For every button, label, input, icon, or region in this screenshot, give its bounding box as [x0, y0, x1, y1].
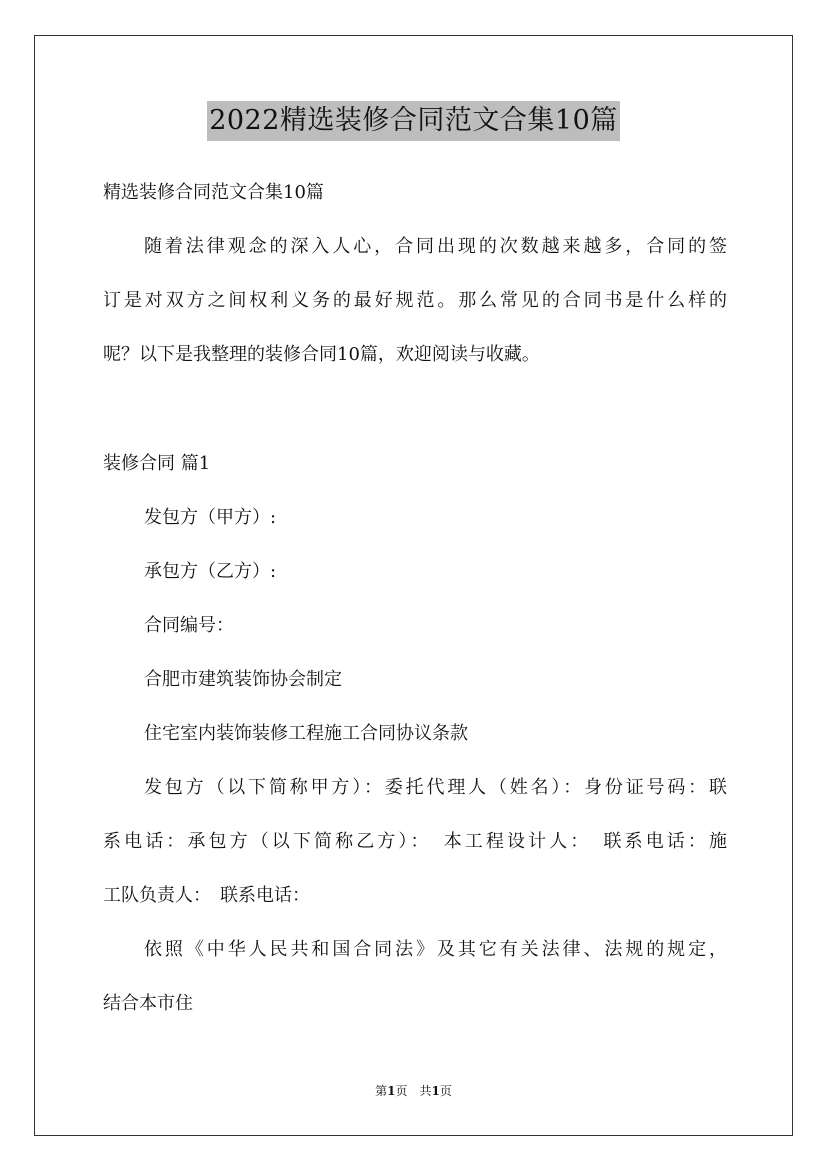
parties-line-1: 发包方（以下简称甲方）：委托代理人（姓名）：身份证号码：联 — [144, 777, 727, 798]
intro-line-2: 订是对双方之间权利义务的最好规范。那么常见的合同书是什么样的 — [103, 290, 727, 311]
footer-middle: 页 共 — [395, 1084, 432, 1098]
footer-suffix: 页 — [439, 1084, 452, 1098]
title-container — [0, 101, 827, 141]
page-footer — [0, 1083, 827, 1099]
contract-number-field: 合同编号： — [144, 615, 234, 636]
party-a-field: 发包方（甲方）: — [144, 507, 277, 528]
parties-line-2: 系电话：承包方（以下简称乙方）： 本工程设计人： 联系电话：施 — [103, 831, 727, 852]
section-heading: 装修合同 篇1 — [103, 453, 211, 474]
footer-prefix: 第 — [375, 1084, 388, 1098]
law-line-2: 结合本市住 — [103, 993, 193, 1014]
intro-line-1: 随着法律观念的深入人心，合同出现的次数越来越多，合同的签 — [144, 236, 727, 257]
document-title: 2022精选装修合同范文合集10篇 — [207, 101, 620, 141]
law-line-1: 依照《中华人民共和国合同法》及其它有关法律、法规的规定， — [144, 939, 727, 960]
contract-clause-title: 住宅室内装饰装修工程施工合同协议条款 — [144, 723, 468, 744]
intro-line-3: 呢？以下是我整理的装修合同10篇，欢迎阅读与收藏。 — [103, 344, 540, 365]
footer-current-page: 1 — [387, 1084, 396, 1098]
footer-total-pages: 1 — [431, 1084, 440, 1098]
party-b-field: 承包方（乙方）: — [144, 561, 277, 582]
document-subtitle: 精选装修合同范文合集10篇 — [103, 182, 324, 203]
issuer-line: 合肥市建筑装饰协会制定 — [144, 669, 342, 690]
parties-line-3: 工队负责人： 联系电话： — [103, 885, 310, 906]
